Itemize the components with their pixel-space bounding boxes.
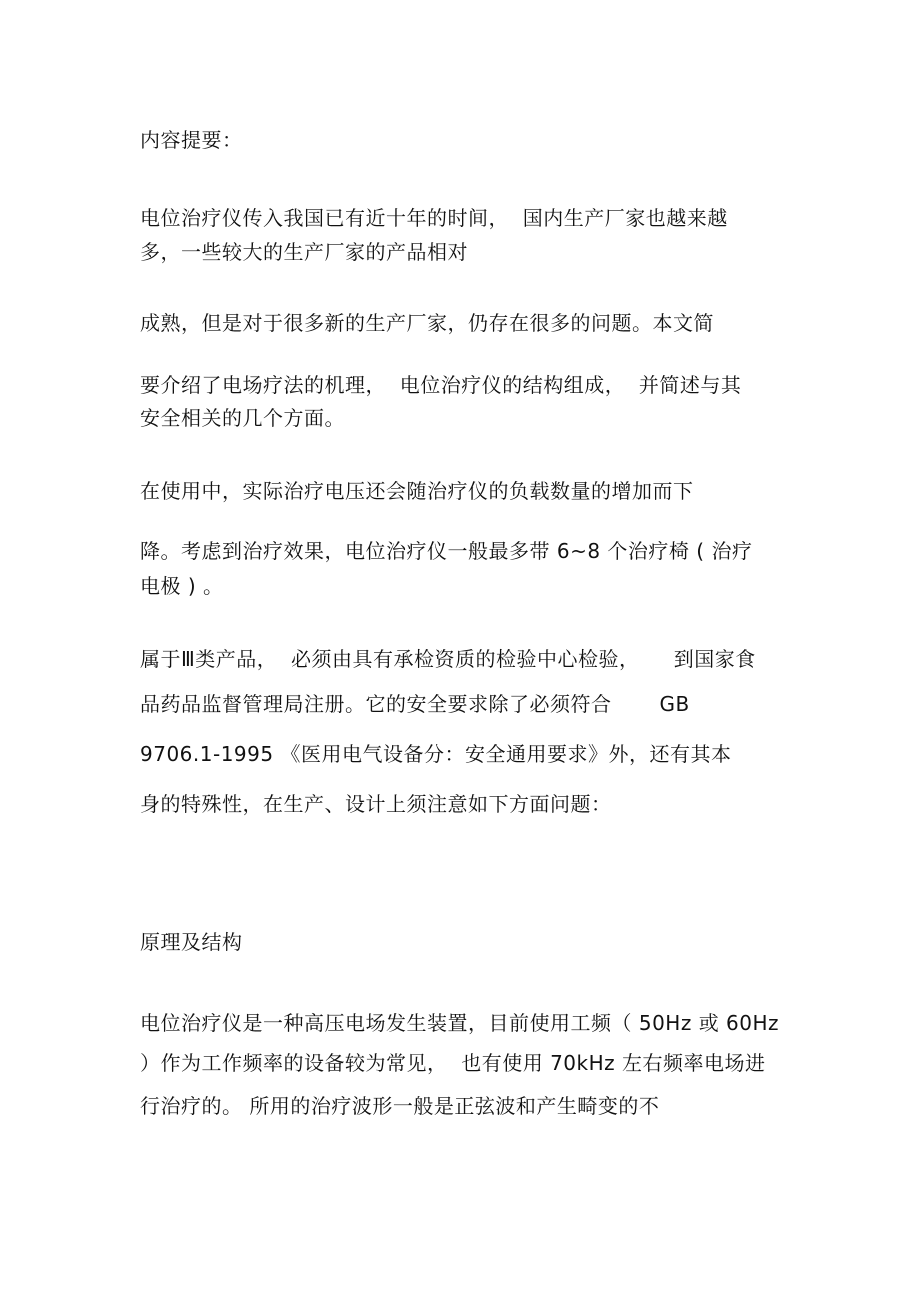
text-line: 成熟，但是对于很多新的生产厂家，仍存在很多的问题。本文简 [140,311,714,335]
text-line: 行治疗的。 所用的治疗波形一般是正弦波和产生畸变的不 [140,1094,660,1118]
text-line: 电极 ) 。 [140,574,224,598]
text-line: 电位治疗仪传入我国已有近十年的时间， 国内生产厂家也越来越 [140,206,728,230]
text-line: 品药品监督管理局注册。它的安全要求除了必须符合 GB [140,692,690,716]
text-line: 9706.1-1995 《医用电气设备分：安全通用要求》外，还有其本 [140,742,732,766]
section-heading-principle: 原理及结构 [140,930,243,954]
text-line: 在使用中，实际治疗电压还会随治疗仪的负载数量的增加而下 [140,479,694,503]
text-line: 属于Ⅲ类产品， 必须由具有承检资质的检验中心检验， 到国家食 [140,647,756,671]
section-heading-summary: 内容提要： [140,128,243,152]
text-line: ）作为工作频率的设备较为常见， 也有使用 70kHz 左右频率电场进 [140,1051,766,1075]
text-line: 身的特殊性，在生产、设计上须注意如下方面问题： [140,792,612,816]
text-line: 要介绍了电场疗法的机理， 电位治疗仪的结构组成， 并简述与其 [140,373,742,397]
text-line: 多，一些较大的生产厂家的产品相对 [140,240,468,264]
text-line: 安全相关的几个方面。 [140,406,345,430]
text-line: 电位治疗仪是一种高压电场发生装置，目前使用工频（ 50Hz 或 60Hz [140,1011,780,1035]
text-line: 降。考虑到治疗效果，电位治疗仪一般最多带 6~8 个治疗椅 ( 治疗 [140,539,753,563]
